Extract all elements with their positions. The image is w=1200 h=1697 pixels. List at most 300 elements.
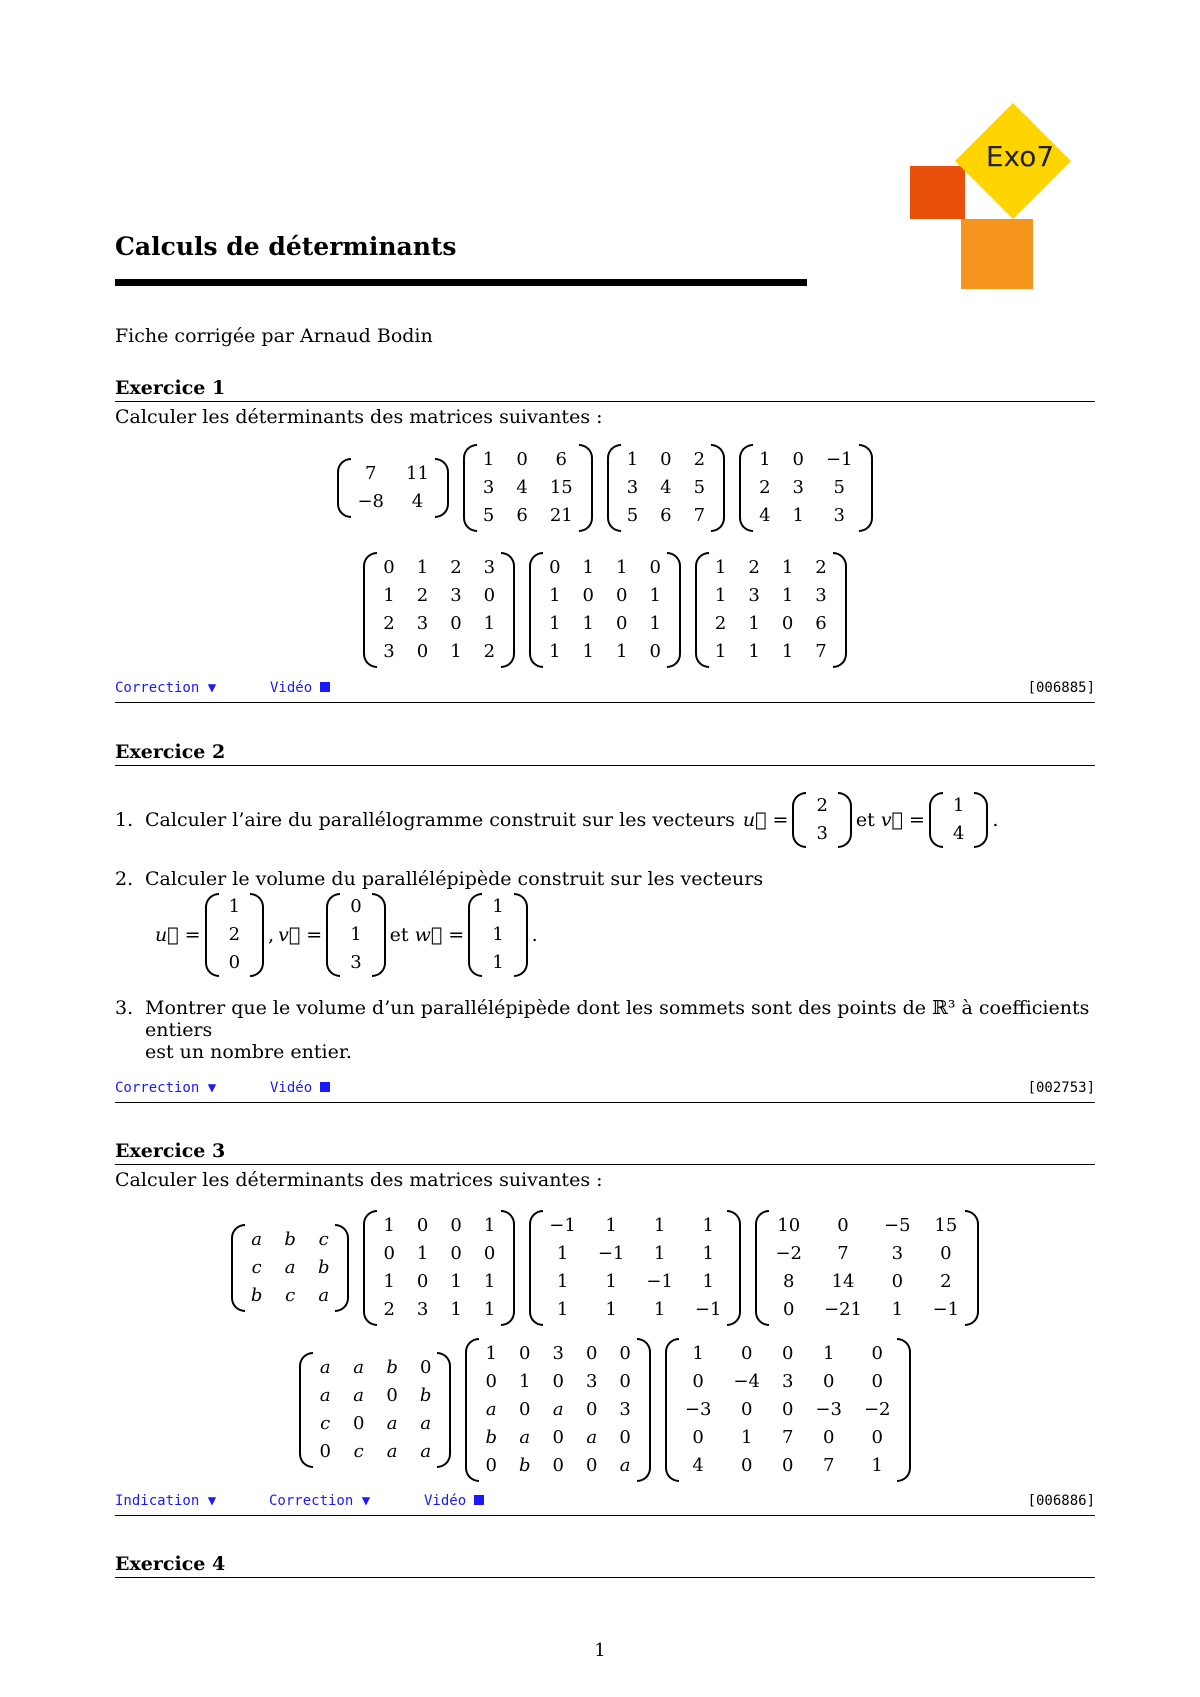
ex1-video-link[interactable]: Vidéo <box>270 680 330 696</box>
matrix-entry: 1 <box>702 1270 714 1292</box>
matrix-entry: 1 <box>549 641 561 662</box>
ex2-item1-u-vector <box>792 792 851 848</box>
ex4-title: Exercice 4 <box>115 1553 226 1575</box>
matrix-entry: 0 <box>871 1371 883 1392</box>
item-number: 1. <box>115 809 134 831</box>
right-paren <box>727 1210 741 1326</box>
matrix-entry: 7 <box>822 1455 835 1476</box>
ex3-matrices-row1 <box>115 1210 1095 1325</box>
matrix-entry: c <box>251 1256 262 1278</box>
ex3-bottom-rule <box>115 1515 1095 1516</box>
matrix-entry: 1 <box>759 449 771 470</box>
matrix-entry: 0 <box>519 1399 531 1420</box>
matrix-entry: 0 <box>450 1242 462 1264</box>
matrix-entry: 0 <box>692 1427 704 1448</box>
matrix-entry: 0 <box>792 449 804 470</box>
matrix-entry: 1 <box>781 557 794 578</box>
matrix-entry: 3 <box>792 477 804 498</box>
left-paren <box>665 1338 679 1482</box>
left-paren <box>363 552 377 668</box>
matrix-entry: 1 <box>383 1214 395 1236</box>
matrix <box>205 893 264 977</box>
matrix-entry: 0 <box>740 1399 753 1420</box>
matrix-entry: −5 <box>884 1214 911 1236</box>
matrix-entry: 3 <box>552 1343 564 1364</box>
matrix-entry: b <box>485 1427 497 1448</box>
ex1-rule <box>115 401 1095 402</box>
matrix-entry: 0 <box>519 1343 531 1364</box>
matrix-entry: 0 <box>585 1399 598 1420</box>
left-paren <box>468 893 482 977</box>
matrix-entry: 1 <box>605 1270 617 1292</box>
matrix-entry: 5 <box>482 505 495 526</box>
matrix-entry: 0 <box>619 1427 631 1448</box>
right-paren <box>833 552 847 668</box>
v-vector-label: v⃗ = <box>880 809 925 831</box>
ex2-item1-v-vector <box>929 792 988 848</box>
matrix-entry: 0 <box>552 1455 564 1476</box>
right-paren <box>335 1224 349 1312</box>
matrix-entry: 2 <box>815 557 827 578</box>
matrix-entry: 3 <box>350 952 362 973</box>
matrix <box>299 1352 451 1468</box>
matrix-entry: 0 <box>450 1214 462 1236</box>
matrix <box>792 792 851 848</box>
matrix-entry: −21 <box>824 1298 863 1320</box>
author-line: Fiche corrigée par Arnaud Bodin <box>115 325 433 347</box>
matrix-entry: 3 <box>416 613 429 634</box>
matrix-entry: 1 <box>822 1343 835 1364</box>
matrix-entry: 1 <box>483 1214 496 1236</box>
matrix <box>231 1224 350 1312</box>
ex1-bottom-rule <box>115 702 1095 703</box>
left-paren <box>465 1338 479 1482</box>
matrix-entry: 0 <box>781 613 794 634</box>
ex2-item2 <box>115 868 764 890</box>
right-paren <box>838 792 852 848</box>
matrix <box>363 1210 515 1326</box>
matrix-entry: 1 <box>485 1343 497 1364</box>
ex2-item1: 1. Calculer l’aire du parallélogramme construit sur les vecteurs u⃗ = 2 3 et v⃗ = 1 4 . <box>145 792 998 848</box>
matrix-entry: 3 <box>585 1371 598 1392</box>
matrix-entry: 0 <box>940 1242 952 1264</box>
matrix-entry: 0 <box>619 1371 631 1392</box>
left-paren <box>529 1210 543 1326</box>
matrix-entry: 3 <box>383 641 395 662</box>
matrix <box>363 552 515 668</box>
left-paren <box>695 552 709 668</box>
left-paren <box>326 893 340 977</box>
u-vector-label: u⃗ = <box>742 809 789 831</box>
right-paren <box>501 552 515 668</box>
v-vector-label: v⃗ = <box>278 924 323 946</box>
matrix-entry: a <box>420 1441 432 1462</box>
ex1-ref: [006885] <box>1027 680 1095 696</box>
matrix-entry: 0 <box>485 1455 497 1476</box>
matrix-entry: 14 <box>831 1270 855 1292</box>
matrix-entry: 0 <box>549 557 561 578</box>
matrix-entry: −2 <box>863 1399 891 1420</box>
right-paren <box>372 893 386 977</box>
matrix-entry: 10 <box>777 1214 801 1236</box>
matrix-entry: 1 <box>626 449 639 470</box>
matrix-entry: 1 <box>653 1214 666 1236</box>
matrix-entry: 0 <box>783 1298 795 1320</box>
matrix-entry: a <box>319 1385 331 1406</box>
matrix-entry: 1 <box>605 1214 617 1236</box>
matrix-entry: 0 <box>416 1214 429 1236</box>
ex1-title: Exercice 1 <box>115 377 226 399</box>
matrix-entry: 15 <box>549 477 573 498</box>
matrix-entry: 0 <box>485 1371 497 1392</box>
matrix-entry: 1 <box>416 1242 429 1264</box>
matrix-entry: 3 <box>619 1399 631 1420</box>
matrix-entry: a <box>552 1399 564 1420</box>
matrix-entry: 0 <box>516 449 528 470</box>
matrix-entry: 0 <box>781 1343 794 1364</box>
logo-red-square <box>910 166 965 219</box>
right-paren <box>437 1352 451 1468</box>
matrix-entry: 0 <box>619 1343 631 1364</box>
matrix-entry: 2 <box>816 795 828 816</box>
matrix-entry: 1 <box>605 1298 617 1320</box>
ex3-matrices-row2 <box>115 1340 1095 1480</box>
matrix <box>929 792 988 848</box>
matrix-entry: 0 <box>319 1441 331 1462</box>
ex3-correction-link[interactable]: Correction ▼ <box>269 1493 371 1509</box>
matrix-entry: 1 <box>582 557 594 578</box>
matrix-entry: b <box>419 1385 432 1406</box>
matrix-entry: b <box>284 1228 296 1250</box>
matrix-entry: 0 <box>416 641 429 662</box>
right-paren <box>637 1338 651 1482</box>
matrix-entry: 1 <box>653 1242 666 1264</box>
ex2-item2-vectors: u⃗ = 1 2 0 , v⃗ = 0 1 3 et w⃗ = 1 1 1 . <box>155 892 538 978</box>
matrix-entry: 0 <box>483 1242 496 1264</box>
matrix-entry: 2 <box>759 477 771 498</box>
matrix-entry: 8 <box>783 1270 795 1292</box>
matrix-entry: a <box>284 1256 296 1278</box>
matrix-entry: 0 <box>386 1385 398 1406</box>
matrix-entry: 1 <box>416 557 429 578</box>
matrix <box>665 1338 911 1482</box>
left-paren <box>607 444 621 532</box>
matrix-entry: 1 <box>781 641 794 662</box>
right-paren <box>514 893 528 977</box>
ex2-item1-text: Calculer l’aire du parallélogramme construit sur les vecteurs <box>145 809 735 831</box>
right-paren <box>435 458 449 518</box>
matrix-entry: a <box>318 1284 330 1306</box>
matrix-entry: 1 <box>350 924 362 945</box>
matrix <box>468 893 527 977</box>
matrix-entry: 0 <box>649 557 661 578</box>
matrix-entry: c <box>320 1413 331 1434</box>
matrix-entry: 0 <box>660 449 672 470</box>
matrix-entry: −1 <box>825 449 853 470</box>
w-vector-label: w⃗ = <box>414 924 465 946</box>
left-paren <box>205 893 219 977</box>
matrix <box>607 444 725 532</box>
matrix <box>755 1210 979 1326</box>
matrix-entry: 1 <box>483 613 496 634</box>
right-paren <box>250 893 264 977</box>
matrix-entry: 0 <box>582 585 594 606</box>
ex2-item2-v-vector <box>326 893 385 977</box>
matrix-entry: a <box>420 1413 432 1434</box>
right-paren <box>667 552 681 668</box>
ex3-indication-link[interactable]: Indication ▼ <box>115 1493 217 1509</box>
matrix-entry: 1 <box>228 896 241 917</box>
matrix-entry: 0 <box>649 641 661 662</box>
matrix-entry: 3 <box>482 477 495 498</box>
matrix <box>465 1338 650 1482</box>
ex2-rule <box>115 765 1095 766</box>
matrix-entry: c <box>318 1228 329 1250</box>
matrix-entry: 1 <box>781 585 794 606</box>
matrix-entry: 1 <box>549 585 561 606</box>
matrix-entry: 4 <box>952 823 965 844</box>
matrix-entry: 0 <box>740 1455 753 1476</box>
matrix-entry: 3 <box>781 1371 794 1392</box>
ex2-title: Exercice 2 <box>115 741 226 763</box>
matrix-entry: 2 <box>483 641 496 662</box>
matrix-entry: 1 <box>549 613 561 634</box>
ex3-links <box>115 1493 1095 1513</box>
matrix-entry: 1 <box>792 505 804 526</box>
matrix-entry: 4 <box>516 477 528 498</box>
matrix-entry: 6 <box>555 449 567 470</box>
matrix-entry: b <box>317 1256 330 1278</box>
matrix-entry: a <box>386 1441 398 1462</box>
matrix-entry: 3 <box>891 1242 904 1264</box>
matrix-entry: 0 <box>416 1270 429 1292</box>
left-paren <box>363 1210 377 1326</box>
matrix-entry: c <box>285 1284 296 1306</box>
matrix-entry: a <box>519 1427 531 1448</box>
matrix-entry: b <box>518 1455 531 1476</box>
matrix-entry: 15 <box>934 1214 958 1236</box>
matrix-entry: 2 <box>450 557 462 578</box>
matrix-entry: −1 <box>694 1298 722 1320</box>
matrix-entry: 4 <box>759 505 771 526</box>
left-paren <box>929 792 943 848</box>
video-square-icon <box>474 1495 484 1505</box>
matrix-entry: 0 <box>483 585 496 606</box>
left-paren <box>739 444 753 532</box>
page-number: 1 <box>594 1640 606 1661</box>
matrix-entry: 0 <box>585 1455 598 1476</box>
matrix-entry: 6 <box>660 505 672 526</box>
right-paren <box>974 792 988 848</box>
matrix-entry: 2 <box>228 924 241 945</box>
matrix-entry: 5 <box>833 477 845 498</box>
left-paren <box>755 1210 769 1326</box>
matrix-entry: 0 <box>740 1343 753 1364</box>
matrix-entry: 1 <box>871 1455 883 1476</box>
right-paren <box>897 1338 911 1482</box>
matrix-entry: 3 <box>815 585 827 606</box>
matrix-entry: 3 <box>833 505 845 526</box>
ex2-item3 <box>115 997 1095 1063</box>
ex1-correction-link[interactable]: Correction ▼ <box>115 680 217 696</box>
matrix <box>326 893 385 977</box>
matrix-entry: 1 <box>483 1298 496 1320</box>
ex2-item3-text: Montrer que le volume d’un parallélépipède dont les sommets sont des points de ℝ³ à coefficients entiers <box>145 997 1090 1041</box>
matrix-entry: 5 <box>626 505 639 526</box>
matrix-entry: 3 <box>450 585 462 606</box>
matrix-entry: 7 <box>837 1242 849 1264</box>
matrix-entry: a <box>353 1357 365 1378</box>
item-number: 3. <box>115 997 134 1019</box>
matrix-entry: 0 <box>871 1343 883 1364</box>
matrix-entry: 7 <box>781 1427 794 1448</box>
matrix-entry: 0 <box>781 1455 794 1476</box>
matrix-entry: 0 <box>383 1242 395 1264</box>
matrix-entry: 0 <box>822 1371 835 1392</box>
ex2-ref: [002753] <box>1027 1080 1095 1096</box>
right-paren <box>501 1210 515 1326</box>
ex4-rule <box>115 1577 1095 1578</box>
matrix-entry: 2 <box>383 613 395 634</box>
matrix-entry: 1 <box>492 952 504 973</box>
matrix-entry: 1 <box>714 557 727 578</box>
matrix-entry: 5 <box>693 477 706 498</box>
matrix-entry: 1 <box>482 449 495 470</box>
matrix-entry: 1 <box>649 585 661 606</box>
matrix-entry: −1 <box>646 1270 673 1292</box>
matrix-entry: 0 <box>692 1371 704 1392</box>
matrix-entry: 1 <box>556 1298 569 1320</box>
matrix-entry: 1 <box>616 641 628 662</box>
matrix <box>337 458 448 518</box>
matrix-entry: b <box>250 1284 263 1306</box>
matrix-entry: 1 <box>450 1270 462 1292</box>
matrix-entry: 0 <box>350 896 362 917</box>
ex2-item2-text: Calculer le volume du parallélépipède construit sur les vecteurs <box>145 868 764 890</box>
left-paren <box>299 1352 313 1468</box>
ex2-bottom-rule <box>115 1102 1095 1103</box>
ex2-item2-u-vector <box>205 893 264 977</box>
matrix-entry: 3 <box>748 585 760 606</box>
matrix-entry: a <box>619 1455 631 1476</box>
ex1-text: Calculer les déterminants des matrices suivantes : <box>115 406 603 428</box>
matrix-entry: 0 <box>585 1343 598 1364</box>
ex2-correction-link[interactable]: Correction ▼ <box>115 1080 217 1096</box>
matrix-entry: 0 <box>837 1214 849 1236</box>
matrix-entry: 1 <box>483 1270 496 1292</box>
matrix-entry: 0 <box>871 1427 883 1448</box>
matrix-entry: 0 <box>383 557 395 578</box>
matrix <box>739 444 872 532</box>
matrix-entry: 1 <box>952 795 965 816</box>
matrix <box>463 444 593 532</box>
matrix-entry: 1 <box>692 1343 704 1364</box>
matrix-entry: −3 <box>684 1399 712 1420</box>
matrix-entry: 6 <box>516 505 528 526</box>
matrix-entry: 4 <box>411 491 424 512</box>
right-paren <box>859 444 873 532</box>
right-paren <box>579 444 593 532</box>
matrix-entry: 0 <box>552 1371 564 1392</box>
u-vector-label: u⃗ = <box>155 924 201 946</box>
conj-et: et <box>389 924 409 946</box>
matrix-entry: −3 <box>815 1399 842 1420</box>
left-paren <box>529 552 543 668</box>
matrix-entry: 0 <box>352 1413 365 1434</box>
logo-text: Exo7 <box>985 140 1055 173</box>
matrix-entry: 1 <box>653 1298 666 1320</box>
matrix-entry: 1 <box>383 585 395 606</box>
logo-orange-square <box>961 219 1033 289</box>
right-paren <box>965 1210 979 1326</box>
matrix-entry: 0 <box>781 1399 794 1420</box>
video-square-icon <box>320 682 330 692</box>
ex3-video-link[interactable]: Vidéo <box>424 1493 484 1509</box>
left-paren <box>792 792 806 848</box>
matrix-entry: −4 <box>733 1371 760 1392</box>
matrix-entry: 3 <box>626 477 639 498</box>
matrix-entry: a <box>485 1399 497 1420</box>
ex3-ref: [006886] <box>1027 1493 1095 1509</box>
matrix-entry: 0 <box>419 1357 432 1378</box>
ex2-item3-text2: est un nombre entier. <box>145 1041 352 1063</box>
matrix-entry: 2 <box>714 613 727 634</box>
matrix-entry: 21 <box>549 505 573 526</box>
ex1-links <box>115 680 1095 700</box>
matrix-entry: 0 <box>228 952 241 973</box>
matrix-entry: a <box>386 1413 398 1434</box>
matrix-entry: 7 <box>693 505 706 526</box>
video-square-icon <box>320 1082 330 1092</box>
matrix-entry: c <box>353 1441 364 1462</box>
matrix-entry: 0 <box>891 1270 904 1292</box>
matrix-entry: 2 <box>693 449 706 470</box>
ex3-rule <box>115 1164 1095 1165</box>
matrix-entry: 3 <box>416 1298 429 1320</box>
matrix-entry: a <box>586 1427 598 1448</box>
matrix-entry: 1 <box>714 585 727 606</box>
matrix-entry: 1 <box>702 1214 714 1236</box>
matrix-entry: 2 <box>748 557 760 578</box>
matrix-entry: 1 <box>740 1427 753 1448</box>
matrix-entry: 1 <box>556 1242 569 1264</box>
matrix <box>695 552 847 668</box>
matrix-entry: −2 <box>775 1242 803 1264</box>
matrix-entry: 1 <box>582 641 594 662</box>
matrix <box>529 1210 741 1326</box>
matrix-entry: 1 <box>748 613 760 634</box>
page-title: Calculs de déterminants <box>115 232 457 261</box>
matrix-entry: 1 <box>616 557 628 578</box>
matrix-entry: 6 <box>815 613 827 634</box>
matrix-entry: 1 <box>450 641 462 662</box>
ex3-text: Calculer les déterminants des matrices suivantes : <box>115 1169 603 1191</box>
matrix-entry: 4 <box>660 477 672 498</box>
matrix-entry: −1 <box>549 1214 576 1236</box>
matrix-entry: 1 <box>891 1298 904 1320</box>
ex2-video-link[interactable]: Vidéo <box>270 1080 330 1096</box>
matrix-entry: 0 <box>616 613 628 634</box>
matrix-entry: 11 <box>406 463 429 484</box>
matrix-entry: 2 <box>416 585 429 606</box>
matrix-entry: 1 <box>519 1371 531 1392</box>
matrix-entry: 1 <box>649 613 661 634</box>
item-number: 2. <box>115 868 134 890</box>
matrix-entry: 2 <box>383 1298 395 1320</box>
ex2-item2-w-vector <box>468 893 527 977</box>
matrix-entry: 1 <box>714 641 727 662</box>
matrix-entry: 1 <box>702 1242 714 1264</box>
